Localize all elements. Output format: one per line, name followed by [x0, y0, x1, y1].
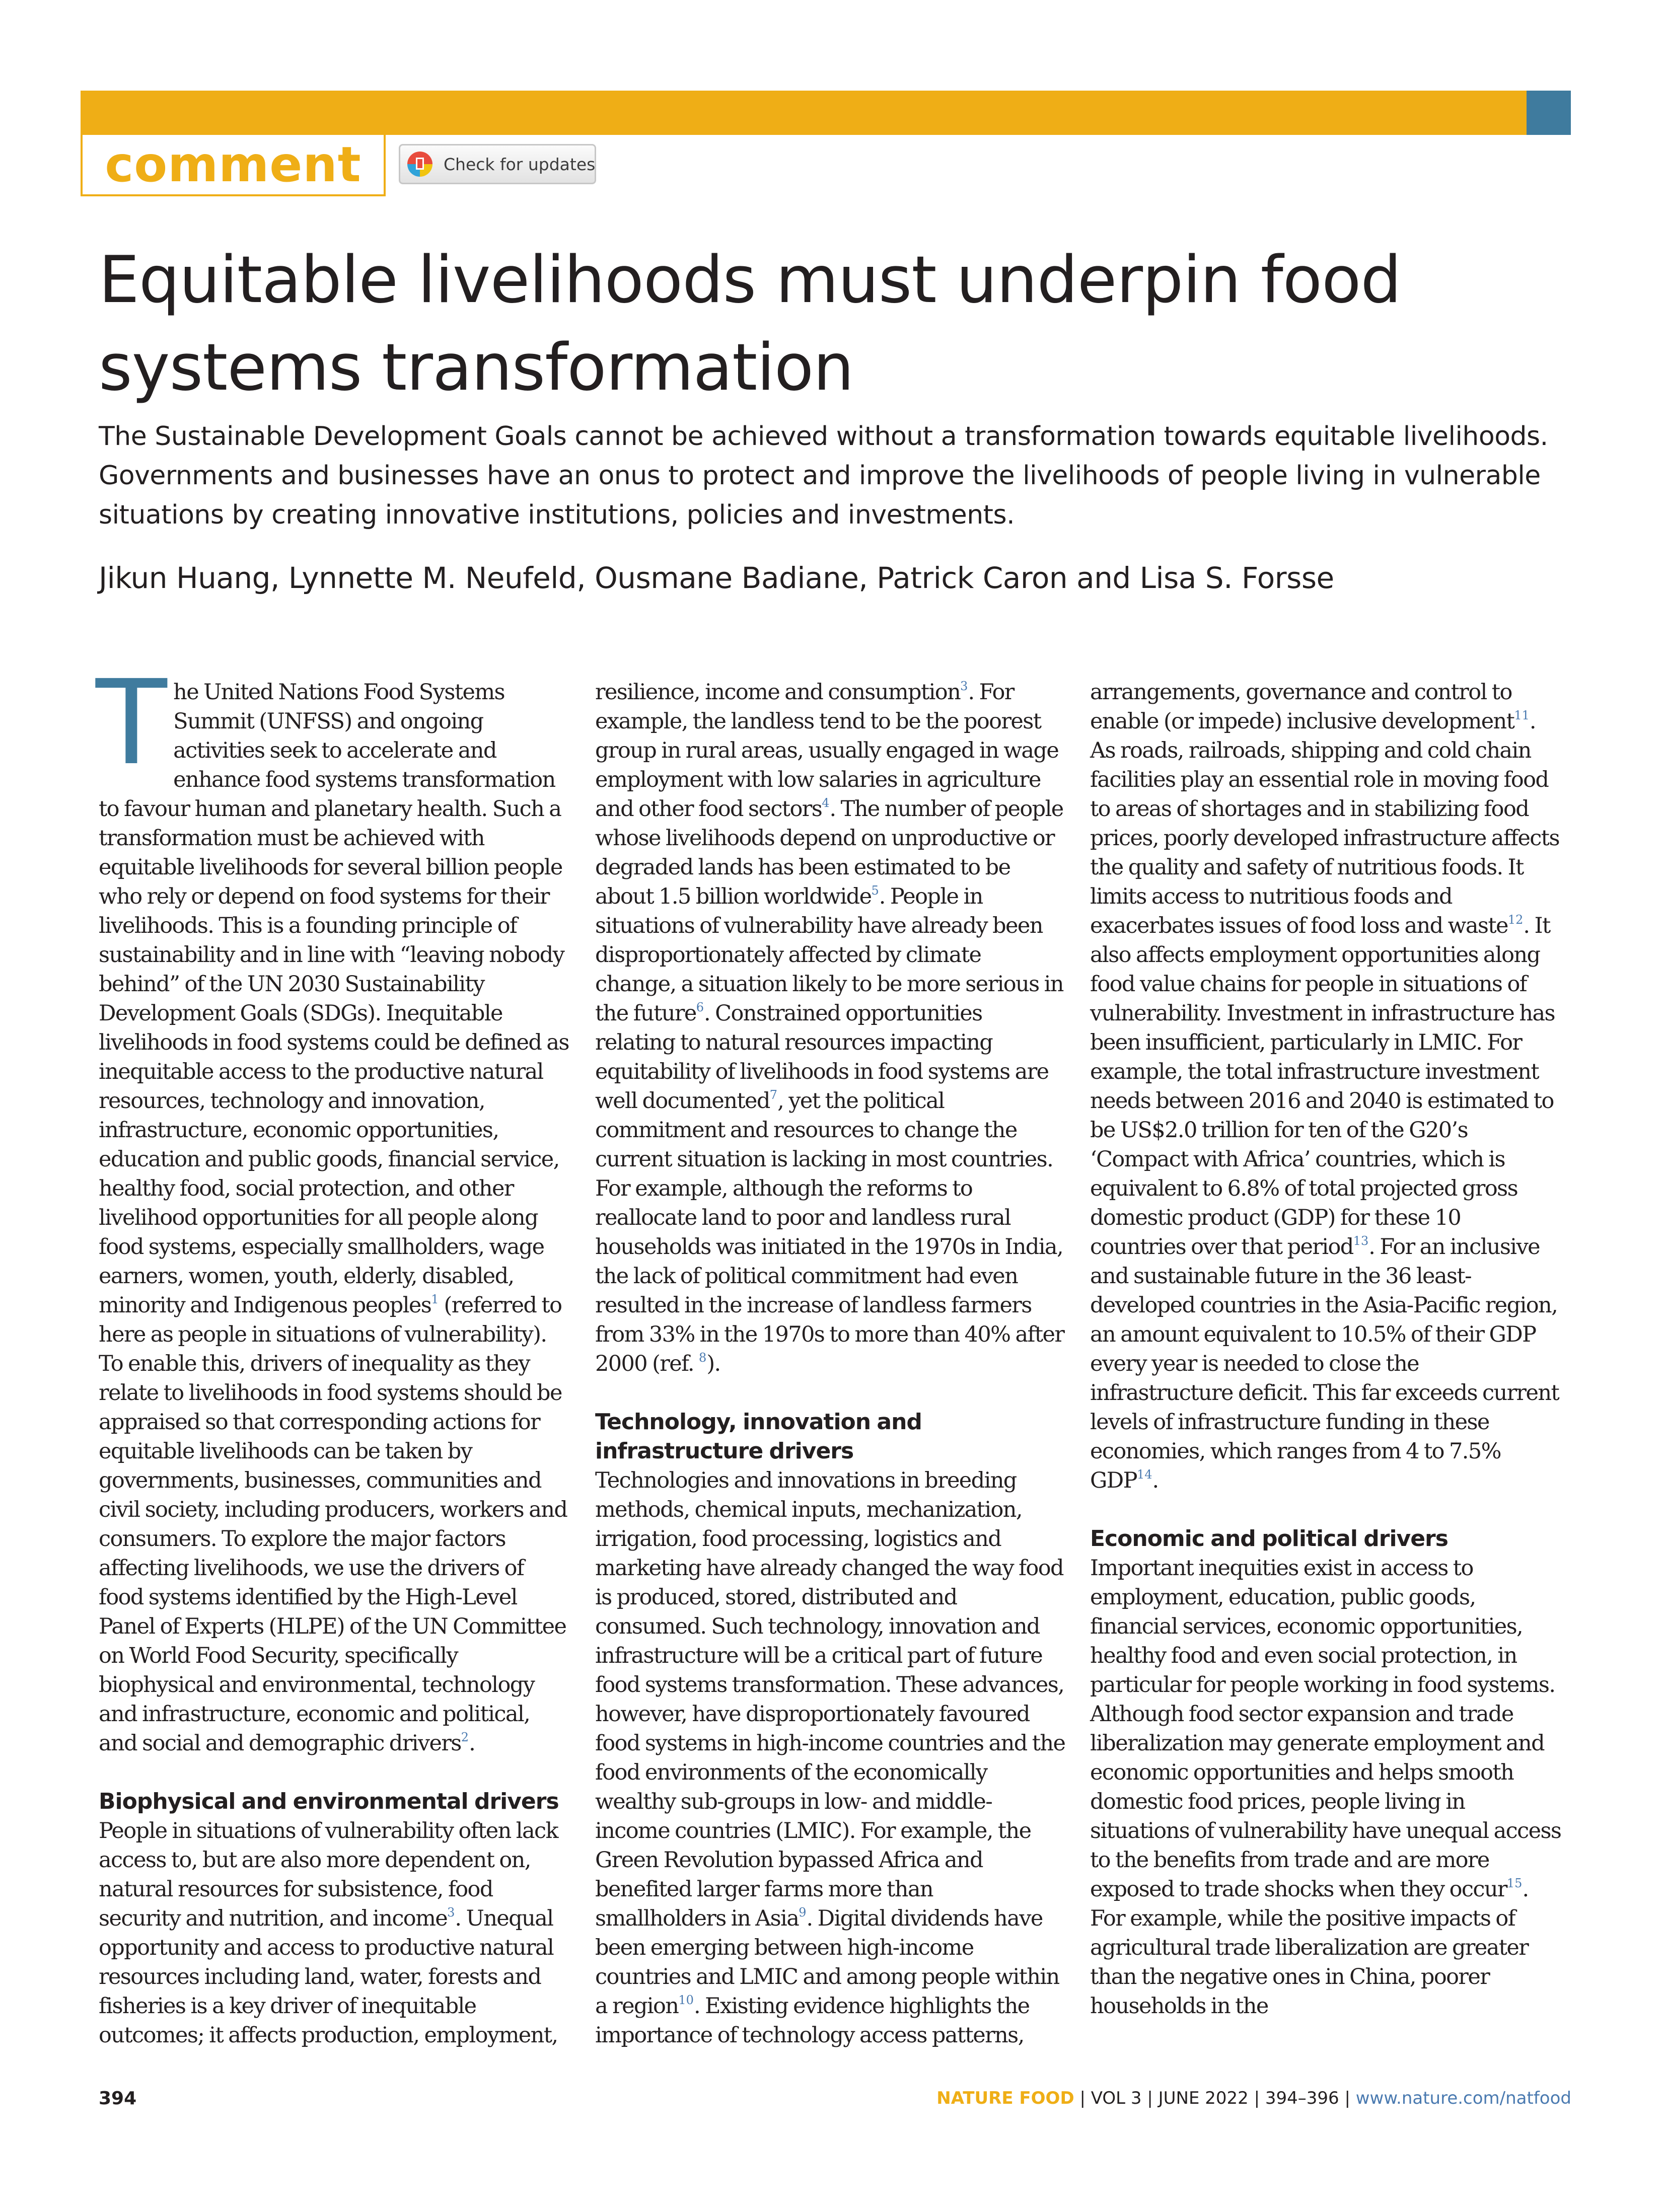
citation-link[interactable]: 11 [1514, 708, 1530, 722]
section-label: comment [105, 136, 361, 193]
check-for-updates-button[interactable] [399, 144, 596, 184]
citation-link[interactable]: 5 [871, 883, 879, 898]
body-paragraph-intro: The United Nations Food Systems Summit (UNFSS) and ongoing activities seek to accelerate and enhance food systems transformation to favour human and planetary health. Such a transformation must be achieved with equitable livelihoods for several billion people who rely or depend on food systems for their livelihoods. This is a founding principle of sustainability and in line with “leaving nobody behind” of the UN 2030 Sustainability Development Goals (SDGs). Inequitable livelihoods in food systems could be defined as inequitable access to the productive natural resources, technology and innovation, infrastructure, economic opportunities, education and public goods, financial service, healthy food, social protection, and other livelihood opportunities for all people along food systems, especially smallholders, wage earners, women, youth, elderly, disabled, minority and Indigenous peoples$^1$ (referred to here as people in situations of vulnerability). To enable this, drivers of inequality as they relate to livelihoods in food systems should be appraised so that corresponding actions for equitable livelihoods can be taken by governments, businesses, communities and civil society, including producers, workers and consumers. To explore the major factors affecting livelihoods, we use the drivers of food systems identified by the High-Level Panel of Experts (HLPE) of the UN Committee on World Food Security, specifically biophysical and environmental, technology and infrastructure, economic and political, and social and demographic drivers$^2$. [96, 655, 569, 1756]
section-heading-economic: Economic and political drivers [1090, 1526, 1448, 1552]
citation-link[interactable]: 7 [769, 1088, 778, 1102]
body-paragraph-biophysical: People in situations of vulnerability often lack access to, but are also more dependent on, natural resources for subsistence, food security and nutrition, and income$^3$. Unequal opportunity and access to productive natural resources including land, water, forests and fisheries is a key driver of inequitable outcomes; it affects production, employment, [99, 1818, 558, 2048]
citation-link[interactable]: 2 [461, 1730, 469, 1744]
citation-link[interactable]: 10 [678, 1993, 694, 2007]
column-3 [1090, 678, 1561, 2021]
section-label-box [81, 135, 386, 196]
journal-footer [936, 2088, 1571, 2108]
crossmark-icon [407, 152, 432, 177]
page-number: 394 [99, 2088, 137, 2109]
body-paragraph-biophysical-continued: resilience, income and consumption$^3$. For example, the landless tend to be the poorest group in rural areas, usually engaged in wage employment with low salaries in agriculture and other food sectors$^4$. The number of people whose livelihoods depend on unproductive or degraded lands has been estimated to be about 1.5 billion worldwide$^5$. People in situations of vulnerability have already been disproportionately affected by climate change, a situation likely to be more serious in the future$^6$. Constrained opportunities relating to natural resources impacting equitability of livelihoods in food systems are well documented$^7$, yet the political commitment and resources to change the current situation is lacking in most countries. For example, although the reforms to reallocate land to poor and landless rural households was initiated in the 1970s in India, the lack of political commitment had even resulted in the increase of landless farmers from 33% in the 1970s to more than 40% after 2000 (ref. $^8$). [595, 679, 1064, 1376]
citation-link[interactable]: 9 [799, 1905, 807, 1920]
column-2 [595, 678, 1066, 2050]
top-corner-block [1527, 91, 1571, 135]
body-paragraph-technology-continued: arrangements, governance and control to enable (or impede) inclusive development$^{11}$. As roads, railroads, shipping and cold chain facilities play an essential role in moving food to areas of shortages and in stabilizing food prices, poorly developed infrastructure affects the quality and safety of nutritious foods. It limits access to nutritious foods and exacerbates issues of food loss and waste$^{12}$. It also affects employment opportunities along food value chains for people in situations of vulnerability. Investment in infrastructure has been insufficient, particularly in LMIC. For example, the total infrastructure investment needs between 2016 and 2040 is estimated to be US$2.0 trillion for ten of the G20’s ‘Compact with Africa’ countries, which is equivalent to 6.8% of total projected gross domestic product (GDP) for these 10 countries over that period$^{13}$. For an inclusive and sustainable future in the 36 least-developed countries in the Asia-Pacific region, an amount equivalent to 10.5% of their GDP every year is needed to close the infrastructure deficit. This far exceeds current levels of infrastructure funding in these economies, which ranges from 4 to 7.5% GDP$^{14}$. [1090, 680, 1559, 1493]
journal-name: NATURE FOOD [936, 2088, 1074, 2108]
check-for-updates-label: Check for updates [444, 154, 596, 174]
citation-link[interactable]: 15 [1506, 1876, 1523, 1890]
citation-link[interactable]: 6 [696, 1000, 704, 1014]
citation-link[interactable]: 4 [822, 796, 830, 810]
article-standfirst: The Sustainable Development Goals cannot be achieved without a transformation towards equitable livelihoods. Governments and businesses have an onus to protect and improve the livelihoods of people living in vulnerable situations by creating innovative institutions, policies and investments. [99, 421, 1548, 530]
citation-link[interactable]: 3 [447, 1905, 455, 1920]
citation-link[interactable]: 8 [699, 1351, 707, 1365]
citation-link[interactable]: 14 [1136, 1467, 1152, 1482]
article-authors: Jikun Huang, Lynnette M. Neufeld, Ousmane Badiane, Patrick Caron and Lisa S. Forsse [99, 561, 1334, 595]
issue-info: | VOL 3 | JUNE 2022 | 394–396 | [1074, 2088, 1356, 2108]
citation-link[interactable]: 12 [1507, 913, 1524, 927]
journal-url[interactable]: www.nature.com/natfood [1355, 2088, 1571, 2108]
top-accent-bar [81, 91, 1527, 135]
citation-link[interactable]: 13 [1353, 1234, 1369, 1248]
drop-cap: T [96, 655, 167, 791]
article-title: Equitable livelihoods must underpin food systems transformation [99, 243, 1401, 405]
body-paragraph-economic: Important inequities exist in access to employment, education, public goods, financial services, economic opportunities, healthy food and even social protection, in particular for people working in food systems. Although food sector expansion and trade liberalization may generate employment and economic opportunities and helps smooth domestic food prices, people living in situations of vulnerability have unequal access to the benefits from trade and are more exposed to trade shocks when they occur$^{15}$. For example, while the positive impacts of agricultural trade liberalization are greater than the negative ones in China, poorer households in the [1090, 1556, 1561, 2019]
citation-link[interactable]: 3 [960, 679, 968, 693]
column-1 [96, 655, 570, 2050]
section-heading-technology: Technology, innovation and infrastructure drivers [595, 1409, 922, 1464]
citation-link[interactable]: 1 [431, 1292, 439, 1306]
section-heading-biophysical: Biophysical and environmental drivers [99, 1789, 559, 1814]
body-paragraph-technology: Technologies and innovations in breeding methods, chemical inputs, mechanization, irrigation, food processing, logistics and marketing have already changed the way food is produced, stored, distributed and consumed. Such technology, innovation and infrastructure will be a critical part of future food systems transformation. These advances, however, have disproportionately favoured food systems in high-income countries and the food environments of the economically wealthy sub-groups in low- and middle-income countries (LMIC). For example, the Green Revolution bypassed Africa and benefited larger farms more than smallholders in Asia$^9$. Digital dividends have been emerging between high-income countries and LMIC and among people within a region$^{10}$. Existing evidence highlights the importance of technology access patterns, [595, 1468, 1065, 2048]
